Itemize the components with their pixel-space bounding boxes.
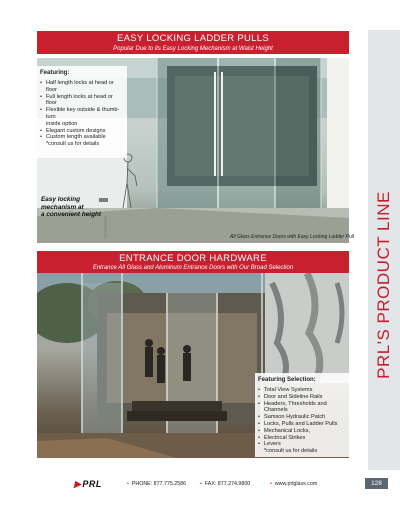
bullet-icon: • <box>270 481 272 487</box>
feature-item: • Full length locks at head or floor <box>40 94 124 108</box>
feature-item: • Locks, Pulls and Ladder Pulls <box>258 421 346 428</box>
feature-item: • Half length locks at head or floor <box>40 80 124 94</box>
section2-feature-list <box>258 387 346 455</box>
feature-item: • Elegant custom designs <box>40 128 124 135</box>
feature-item: inside option <box>46 120 78 127</box>
feature-item: *consult us for details <box>264 448 318 455</box>
section2-subtitle: Entrance All Glass and Aluminum Entrance Doors with Our Broad Selection <box>92 265 294 271</box>
section1-features-title: Featuring: <box>40 70 70 76</box>
section1-feature-list <box>40 80 124 148</box>
feature-item: • Total View Systems <box>258 387 346 394</box>
section1-photo-caption: All Glass Entrance Doors with Easy Locking Ladder Pull <box>230 234 354 240</box>
section2-features <box>255 373 349 457</box>
section1-subtitle: Popular Due to its Easy Locking Mechanism at Waist Height <box>113 46 273 52</box>
footer-fax-text: FAX: 877.274.9800 <box>204 481 251 487</box>
mechanism-label-line: Easy locking <box>41 196 81 203</box>
section2-subtitle-bar <box>37 264 349 273</box>
feature-item: *consult us for details <box>46 141 100 148</box>
mechanism-label <box>41 196 113 219</box>
bullet-icon: • <box>200 481 202 487</box>
side-label <box>369 191 399 379</box>
section1-title: EASY LOCKING LADDER PULLS <box>117 33 269 44</box>
section1-features <box>37 66 127 158</box>
footer-website-text[interactable]: www.prlglass.com <box>274 481 318 487</box>
page-number: 128 <box>365 478 388 489</box>
logo-mark-icon: ▶ <box>74 479 82 489</box>
side-label-text: PRL'S PRODUCT LINE <box>374 191 393 379</box>
logo-text: PRL <box>82 479 102 489</box>
mechanism-label-line: a convenient height <box>41 211 102 219</box>
feature-item: • Electrical Strikes <box>258 435 346 442</box>
feature-item: • Custom length available <box>40 134 124 141</box>
feature-item: • Door and Sideline Rails <box>258 394 346 401</box>
footer-phone <box>127 481 186 487</box>
bullet-icon: • <box>127 481 129 487</box>
feature-item: • Levers <box>258 441 346 448</box>
prl-logo <box>74 479 102 490</box>
section1-subtitle-bar <box>37 45 349 54</box>
feature-item: • Headers, Thresholds and Channels <box>258 401 346 415</box>
footer-website[interactable] <box>270 481 317 487</box>
mechanism-label-line: mechanism at <box>41 203 84 211</box>
feature-item: • Mechanical Locks, <box>258 428 346 435</box>
feature-item: • Samson Hydraulic Patch <box>258 414 346 421</box>
section2-features-title: Featuring Selection: <box>258 377 316 383</box>
section2-title: ENTRANCE DOOR HARDWARE <box>119 253 267 264</box>
feature-item: • Flexible key outside & thumb-turn <box>40 107 124 121</box>
footer-phone-text: PHONE: 877.775.2586 <box>131 481 187 487</box>
footer-fax <box>200 481 250 487</box>
